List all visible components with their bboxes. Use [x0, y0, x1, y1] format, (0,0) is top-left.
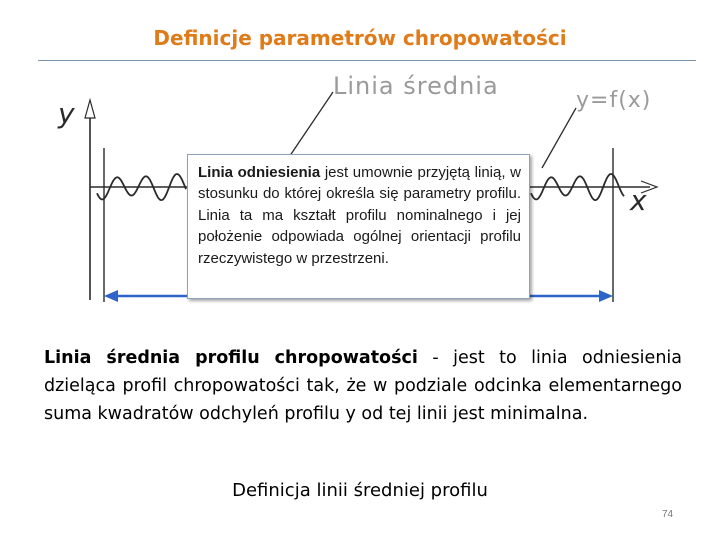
profile-function-label: y=f(x)	[576, 88, 652, 113]
definition-text: - jest to linia odniesienia dzieląca profil chropowatości tak, że w podziale odcinka elementarnego suma kwadratów odchyleń profilu y od tej linii jest minimalna.	[44, 348, 682, 424]
mean-line-label: Linia średnia	[333, 72, 499, 100]
figure-caption: Definicja linii średniej profilu	[232, 480, 488, 501]
sampling-length-arrowhead-right	[599, 290, 613, 302]
mean-line-definition	[44, 344, 682, 428]
x-axis-label: x	[630, 184, 647, 217]
y-axis-label: y	[58, 97, 75, 130]
slide-title: Definicje parametrów chropowatości	[153, 26, 567, 50]
reference-line-callout	[187, 154, 530, 299]
callout-text: jest umownie przyjętą linią, w stosunku do której określa się parametry profilu. Linia ta ma kształt profilu nominalnego i jej położenie odpowiada ogólnej orientacji profilu rzeczywistego w przestrzeni.	[198, 164, 521, 267]
definition-term: Linia średnia profilu chropowatości	[44, 348, 418, 368]
page-number: 74	[662, 509, 674, 520]
profile-function-leader	[542, 108, 576, 168]
callout-term: Linia odniesienia	[198, 164, 321, 181]
sampling-length-arrowhead-left	[104, 290, 118, 302]
y-axis-arrowhead	[85, 100, 95, 118]
